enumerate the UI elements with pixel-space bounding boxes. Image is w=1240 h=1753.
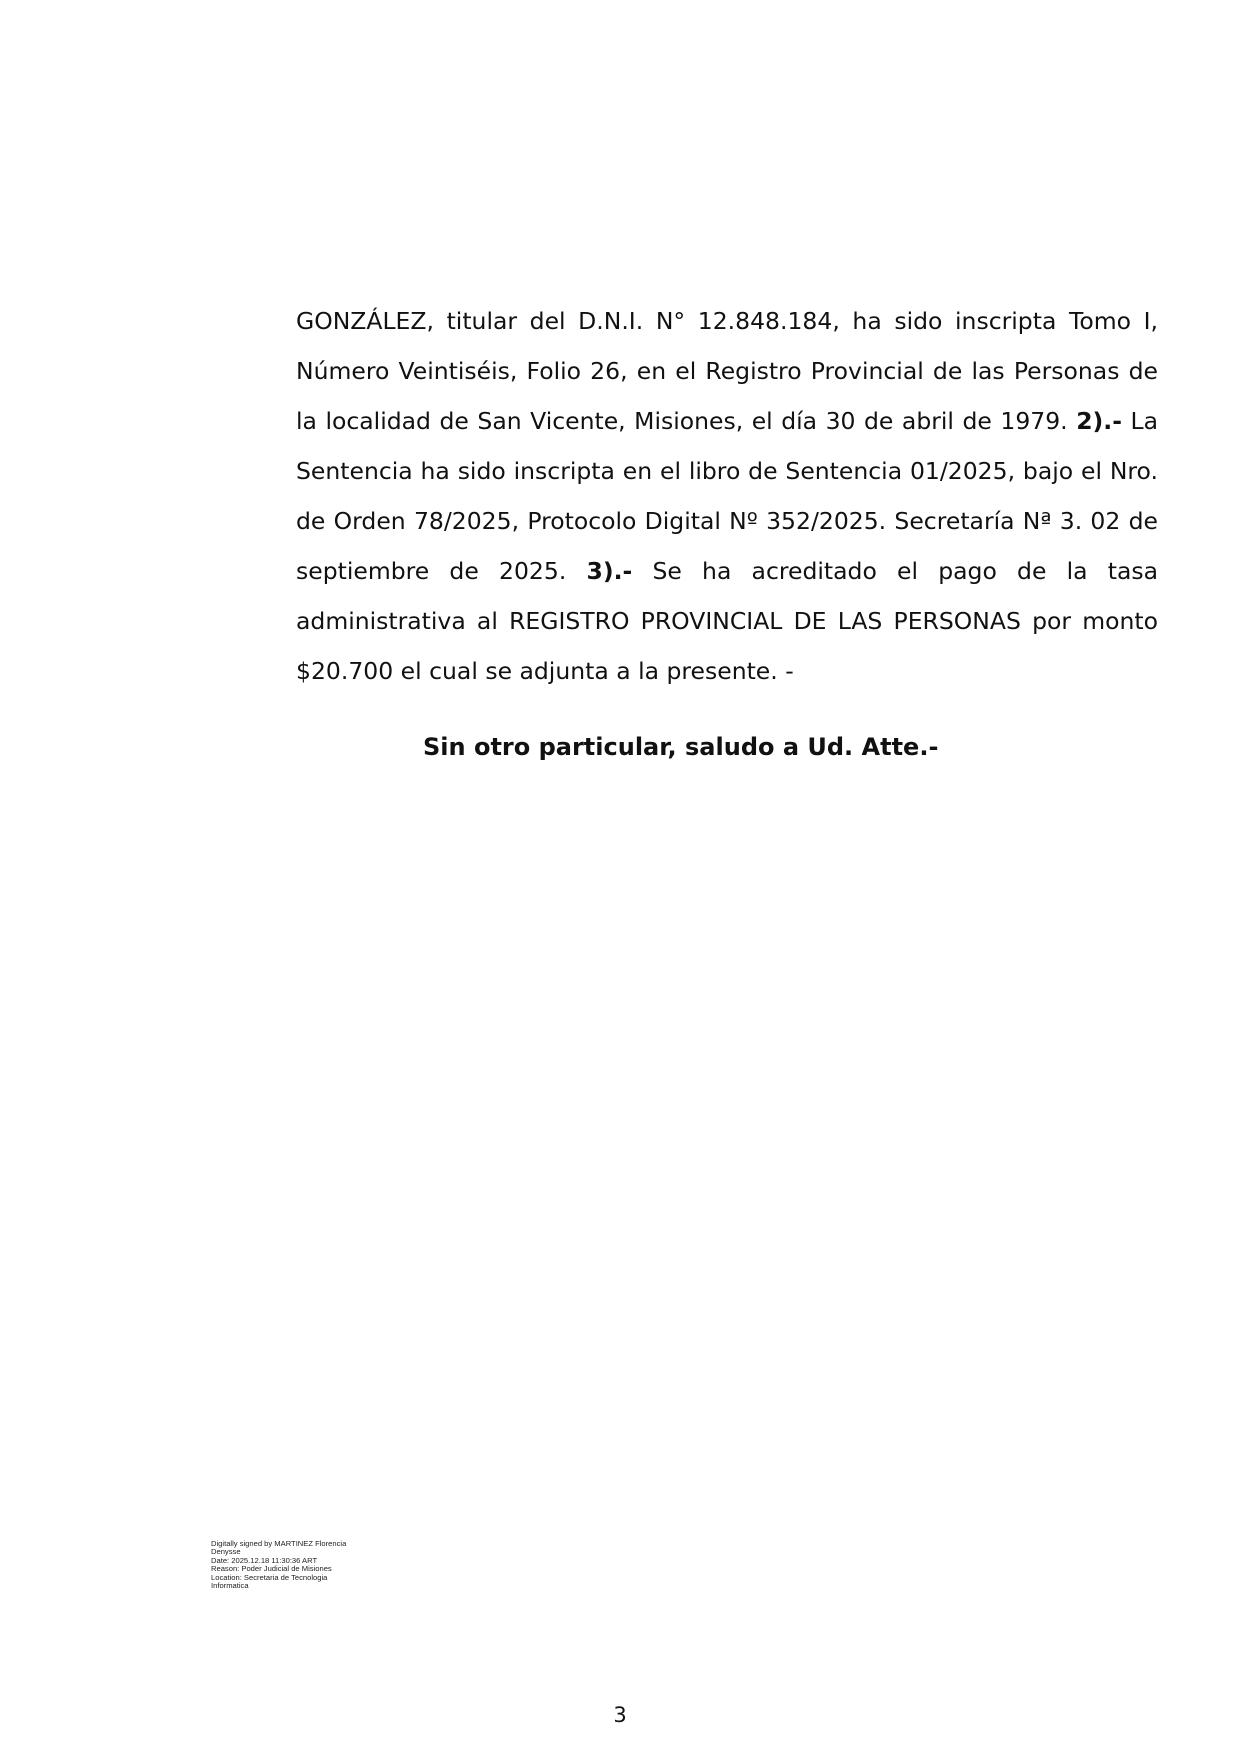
item-marker-3: 3).-: [586, 557, 633, 585]
paragraph-text-part-3: Se ha acreditado el pago de la tasa administrativa al REGISTRO PROVINCIAL DE LAS PERSONAS por monto $20.700 el cual se adjunta a la presente. -: [296, 557, 1159, 685]
paragraph-text-part-2: La Sentencia ha sido inscripta en el libro de Sentencia 01/2025, bajo el Nro. de Orden 78/2025, Protocolo Digital Nº 352/2025. Secretaría Nª 3. 02 de septiembre de 2025.: [296, 407, 1158, 585]
page-number: 3: [613, 1703, 627, 1727]
signature-signer-line-continued: Denysse: [211, 1547, 241, 1557]
signature-signer-line: Digitally signed by MARTINEZ Florencia: [211, 1539, 347, 1548]
body-paragraph: [296, 296, 1158, 696]
digital-signature-block: [211, 1540, 371, 1590]
item-marker-2: 2).-: [1076, 407, 1122, 435]
signature-reason: Reason: Poder Judicial de Misiones: [211, 1564, 332, 1574]
closing-line: Sin otro particular, saludo a Ud. Atte.-: [423, 733, 939, 761]
signature-location: Location: Secretaria de Tecnologia: [211, 1572, 328, 1582]
signature-location-continued: Informatica: [211, 1581, 249, 1591]
paragraph-text-part-1: GONZÁLEZ, titular del D.N.I. N° 12.848.184, ha sido inscripta Tomo I, Número Veintiséis, Folio 26, en el Registro Provincial de las Personas de la localidad de San Vicente, Misiones, el día 30 de abril de 1979.: [296, 307, 1158, 435]
signature-date: Date: 2025.12.18 11:30:36 ART: [211, 1555, 318, 1565]
